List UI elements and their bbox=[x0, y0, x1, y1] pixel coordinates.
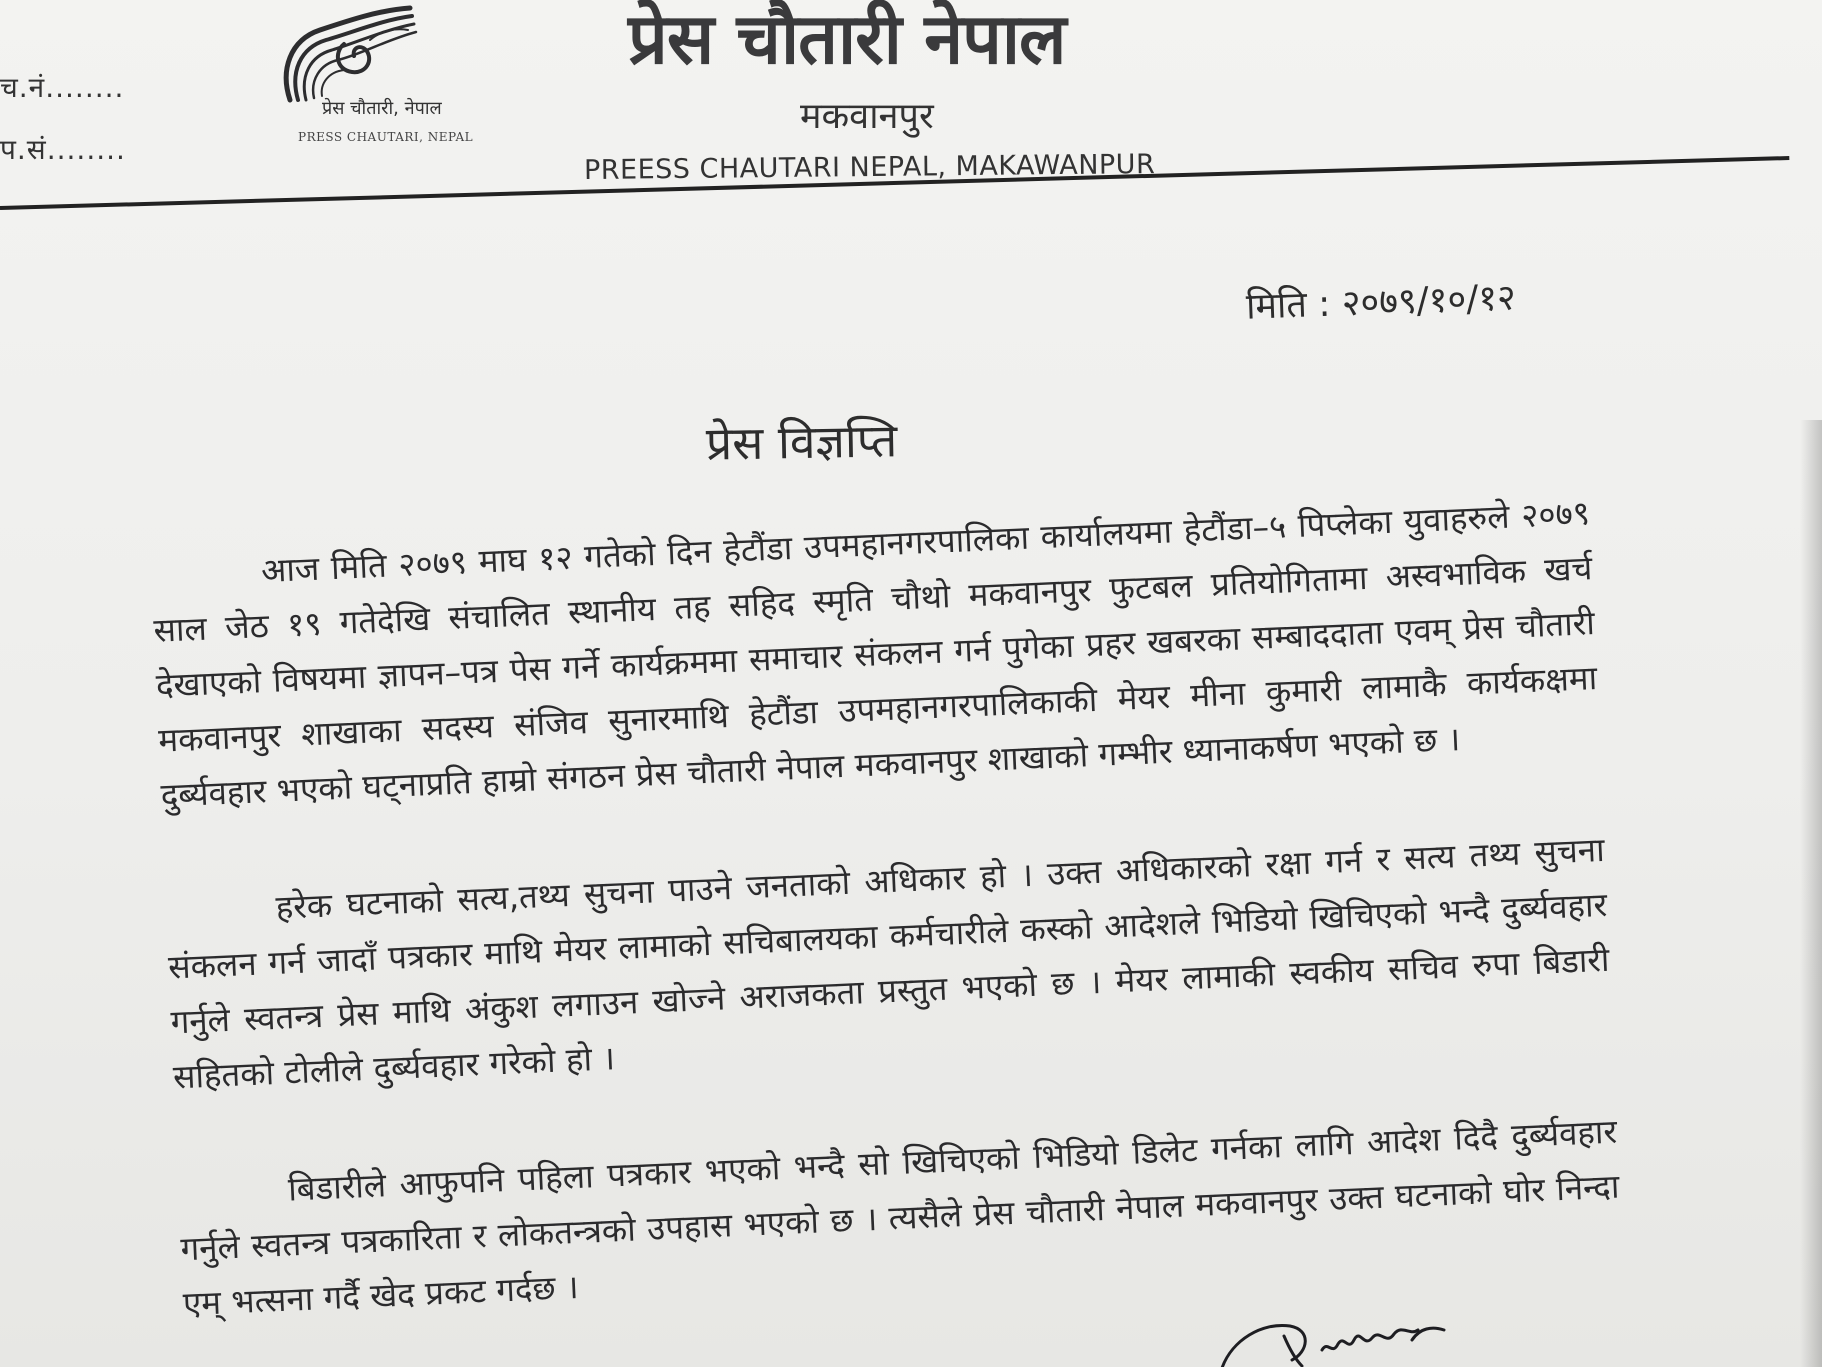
dispatch-number: प.सं........ bbox=[0, 133, 126, 166]
organization-name-english: PREESS CHAUTARI NEPAL, MAKAWANPUR bbox=[583, 149, 1156, 186]
organization-title: प्रेस चौतारी नेपाल bbox=[628, 0, 1066, 80]
letter-body bbox=[150, 485, 1626, 1367]
logo-caption-nepali: प्रेस चौतारी, नेपाल bbox=[322, 98, 442, 119]
organization-district: मकवानपुर bbox=[800, 96, 934, 137]
letter-date: मिति : २०७९/१०/१२ bbox=[1245, 277, 1517, 328]
handwritten-signature bbox=[1212, 1300, 1462, 1367]
reference-number: च.नं........ bbox=[0, 71, 125, 104]
feather-swirl-icon bbox=[270, 0, 420, 110]
page-edge-shadow bbox=[1800, 420, 1822, 1367]
paragraph-2: हरेक घटनाको सत्य,तथ्य सुचना पाउने जनताको अधिकार हो । उक्त अधिकारको रक्षा गर्न र सत्य तथ्य सुचना संकलन गर्न जादाँ पत्रकार माथि मेयर लामाको सचिबालयका कर्मचारीले कस्को आदेशले भिडियो खिचिएको भन्दै दुर्ब्यवहार गर्नुले स्वतन्त्र प्रेस माथि अंकुश लगाउन खोज्ने अराजकता प्रस्तुत भएको छ । मेयर लामाकी स्वकीय सचिव रुपा बिडारी सहितको टोलीले दुर्ब्यवहार गरेको हो । bbox=[167, 829, 1611, 1097]
paragraph-1: आज मिति २०७९ माघ १२ गतेको दिन हेटौंडा उपमहानगरपालिका कार्यालयमा हेटौंडा–५ पिप्लेका युवाहरुले २०७९ साल जेठ १९ गतेदेखि संचालित स्थानीय तह सहिद स्मृति चौथो मकवानपुर फुटबल प्रतियोगितामा अस्वभाविक खर्च देखाएको विषयमा ज्ञापन–पत्र पेस गर्ने कार्यक्रममा समाचार संकलन गर्न पुगेका प्रहर खबरका सम्बाददाता एवम् प्रेस चौतारी मकवानपुर शाखाका सदस्य संजिव सुनारमाथि हेटौंडा उपमहानगरपालिकाकी मेयर मीना कुमारी लामाकै कार्यकक्षमा दुर्ब्यवहार भएको घट्नाप्रति हाम्रो संगठन प्रेस चौतारी नेपाल मकवानपुर शाखाको गम्भीर ध्यानाकर्षण भएको छ । bbox=[152, 493, 1598, 815]
logo-caption-english: PRESS CHAUTARI, NEPAL bbox=[298, 130, 474, 144]
document-title: प्रेस विज्ञप्ति bbox=[705, 413, 898, 471]
organization-logo bbox=[262, 0, 512, 150]
paragraph-3: बिडारीले आफुपनि पहिला पत्रकार भएको भन्दै सो खिचिएको भिडियो डिलेट गर्नका लागि आदेश दिदै दुर्ब्यवहार गर्नुले स्वतन्त्र पत्रकारिता र लोकतन्त्रको उपहास भएको छ । त्यसैले प्रेस चौतारी नेपाल मकवानपुर उक्त घटनाको घोर निन्दा एम् भत्सना गर्दै खेद प्रकट गर्दछ । bbox=[179, 1111, 1621, 1324]
